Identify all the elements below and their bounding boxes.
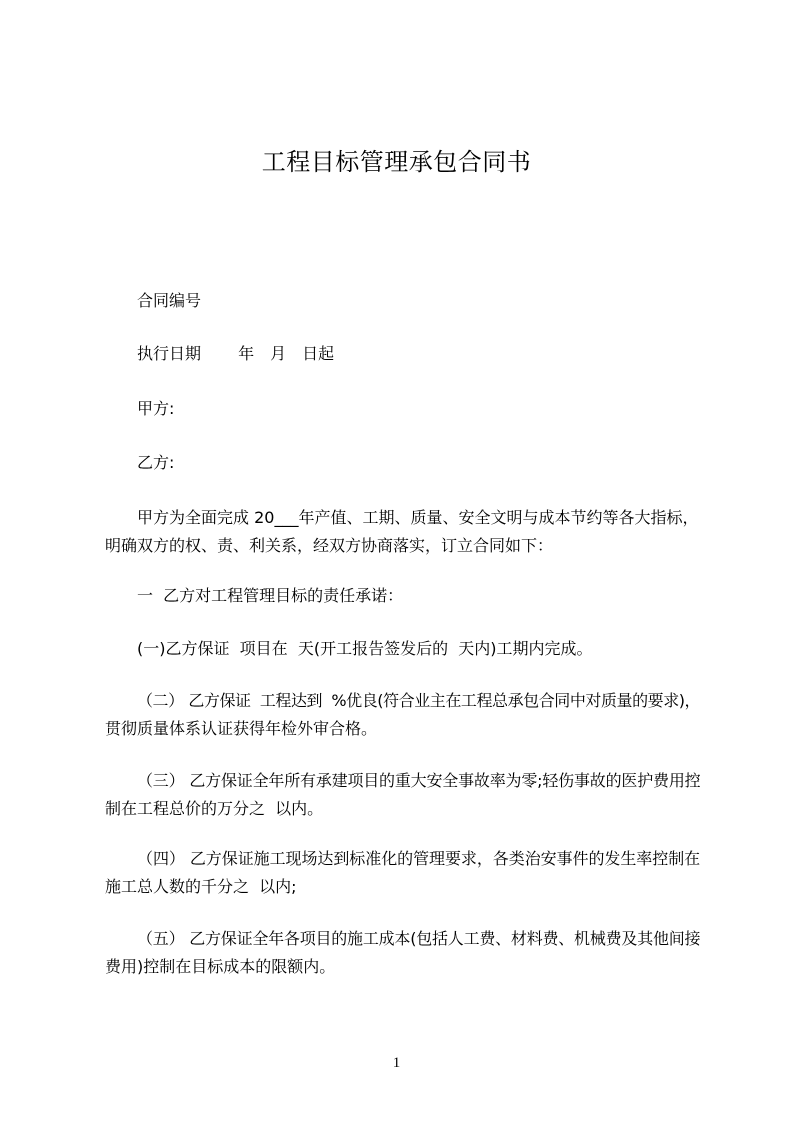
intro-line-1: 甲方为全面完成 20___年产值、工期、质量、安全文明与成本节约等各大指标， [137,508,699,527]
item-5-line-2: 费用)控制在目标成本的限额内。 [105,957,336,976]
item-5-line-1: （五） 乙方保证全年各项目的施工成本(包括人工费、材料费、机械费及其他间接 [137,929,701,948]
page-number: 1 [392,1055,401,1071]
item-4-line-1: （四） 乙方保证施工现场达到标准化的管理要求，各类治安事件的发生率控制在 [137,849,701,868]
item-2-line-2: 贯彻质量体系认证获得年检外审合格。 [105,719,378,738]
item-3-line-2: 制在工程总价的万分之 以内。 [105,799,324,818]
contract-number-field: 合同编号 [137,291,202,310]
party-a-field: 甲方: [137,399,175,418]
item-1-line-1: (一)乙方保证 项目在 天(开工报告签发后的 天内)工期内完成。 [137,639,593,658]
item-3-line-1: （三） 乙方保证全年所有承建项目的重大安全事故率为零;轻伤事故的医护费用控 [137,771,701,790]
intro-line-2: 明确双方的权、责、利关系，经双方协商落实，订立合同如下： [105,536,554,555]
section-heading: 一 乙方对工程管理目标的责任承诺： [137,586,404,605]
document-title: 工程目标管理承包合同书 [261,148,532,176]
item-2-line-1: （二） 乙方保证 工程达到 %优良(符合业主在工程总承包合同中对质量的要求)， [137,691,701,710]
execution-date-field: 执行日期 年 月 日起 [137,344,335,363]
item-4-line-2: 施工总人数的千分之 以内; [105,877,297,896]
party-b-field: 乙方: [137,453,175,472]
